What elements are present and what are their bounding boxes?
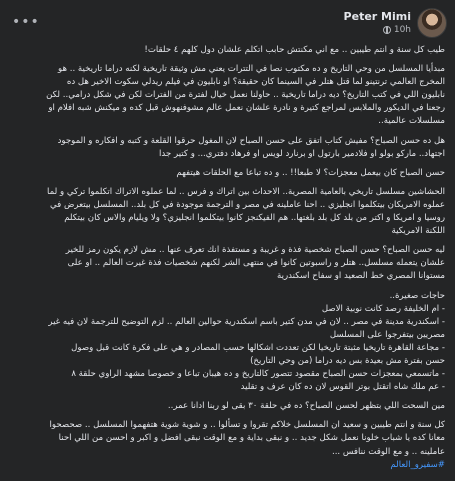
post-line: مصريين بيتفرجوا على المسلسل xyxy=(329,329,445,340)
post-line: المخرج العالمي ترنتينو لما قتل هتلر في السينما كان حقيقة؟ او نابليون في فيلم ريدلي سكوت الاخير هل ده xyxy=(66,77,445,88)
post-paragraph xyxy=(9,186,445,238)
hashtag-link[interactable]: #سفيرو_العالم xyxy=(390,459,445,470)
post-line: عملوه الامريكان بيتكلموا انجليزي .. احنا عاملينه في مصر و الترجمة موجودة في كل بلد.. المسلسل بيتعرض في xyxy=(49,199,445,210)
post-line: نابليون اللي في كتب التاريخ؟ ديه دراما تاريخية .. حاولنا نعمل خيال لفترة من الفترات لكن في شكل درامي.. لكن xyxy=(46,90,445,101)
post-line: كل سنة و انتم طيبين و سعيد ان المسلسل خلاكم تقروا و تسألوا .. و شوية شوية هتفهموا المسلسل .. صحصحوا xyxy=(49,420,445,431)
post-paragraph xyxy=(9,290,445,395)
post-line: علشان يتعمله مسلسل.. هتلر و راسبوتين كانوا في منتهى الشر لكنهم شخصيات فذة غيرت العالم .. او على xyxy=(67,258,445,269)
post-line: عاملينه .. و مع الوقت ننافس ... xyxy=(331,446,445,457)
avatar[interactable] xyxy=(417,8,447,38)
post-line: - عم ملك شاه اتقتل بوتر القوس لان ده كان عرف و تقليد xyxy=(240,382,445,393)
post-line: مين السحت اللي بتظهر لحسن الصباح؟ ده في حلقة ٣٠ بقى لو ربنا ادانا عمر.. xyxy=(167,401,445,412)
post-body xyxy=(9,44,445,472)
post-line: - مجاعة القاهرة تاريخيا مثبتة تاريخيا لكن تعددت اشكالها حسب المصادر و هي على فكرة كانت قبل وصول xyxy=(71,342,445,353)
post-line: - ماتسمعي بمعجزات حسن الصباح مقصود تتصور كالتاريخ و ده هيبان تباعا و خصوصا مشهد الراوي حلقة ٨ xyxy=(71,369,445,380)
post-paragraph xyxy=(9,167,445,180)
post-paragraph xyxy=(9,135,445,161)
post-time[interactable]: 10h xyxy=(393,24,411,35)
post-line: حاجات صغيرة.. xyxy=(389,290,445,301)
author-block xyxy=(344,8,447,38)
post-line: مستوانا المصري خط الصعيد او سفاح اسكندرية xyxy=(276,271,445,282)
post-line: حسن الصباح كان بيعمل معجزات؟ لا طبعا!! .. و ده تباعا مع الحلقات هيتفهم xyxy=(176,167,445,178)
post-line: حسن بفترة مش بعيدة بس ديه دراما (من وحي التاريخ) xyxy=(250,355,445,366)
ellipsis-icon[interactable]: ••• xyxy=(12,14,40,30)
post-line: - ام الخليفة رصد كانت نوبية الاصل xyxy=(321,303,445,314)
post-header xyxy=(0,8,455,40)
post-line: روسيا و امريكا و اكتر من بلد كل بلد بلغتها.. هم الفيكنجز كانوا بيتكلموا انجليزي؟ ولا ويليام والاس كان بيتكلم xyxy=(64,213,445,224)
post-line: اللكنة الامريكية xyxy=(391,226,445,237)
post-line: الحشاشين مسلسل تاريخي بالعامية المصرية.. الاحداث بين اتراك و فرس .. لما عملوه الاتراك اتكلموا تركي و لما xyxy=(47,186,445,197)
author-info xyxy=(344,10,411,37)
post-line: طيب كل سنة و انتم طيبين .. مع اني مكنتش حابب اتكلم علشان دول كلهم ٤ حلقات! xyxy=(144,45,445,55)
post-line: ليه حسن الصباح؟ حسن الصباح شخصية فذة و غريبة و مستفذة انك تعرف عنها .. مش لازم يكون رمز للخير xyxy=(65,245,445,256)
post-paragraph xyxy=(9,244,445,283)
post-paragraph xyxy=(9,44,445,57)
post-line: مبدأيا المسلسل من وحي التاريخ و ده مكتوب نصا في التترات يعني مش وثيقة تاريخية لكنه دراما تاريخية .. هو xyxy=(58,64,445,75)
post-paragraph xyxy=(9,63,445,128)
post-line: مسلسلات عالمية.. xyxy=(378,116,445,127)
post-line: - اسكندرية مدينة في مصر .. لان في مدن كتير باسم اسكندرية حوالين العالم .. لزم التوضيح للترجمة لان فيه غير xyxy=(48,316,445,327)
author-name[interactable]: Peter Mimi xyxy=(343,9,411,23)
post-line: هل ده حسن الصباح؟ مفيش كتاب اتفق على حسن الصباح لان المغول حرقوا القلعة و كتبه و افكاره و الموجود xyxy=(57,135,445,146)
post-paragraph xyxy=(9,400,445,413)
globe-icon xyxy=(383,26,391,34)
post-line: رجعنا في الديكور والملابس لمراجع كتيرة و نادرة علشان نعمل عالم مشوفنهوش قبل كده و ميكنش شبه افلام او xyxy=(48,103,445,114)
post-paragraph xyxy=(9,419,445,458)
post-line: اجتهاد.. ماركو بولو او فلادمير بارتول او برنارد لويس او فرهاد دفتري... و كتير جدا xyxy=(159,148,445,159)
post-meta xyxy=(344,24,411,37)
post-line: معانا كده يا شباب خلونا نعمل شكل جديد .. و نبقى بداية و مع الوقت نبقى افضل و اكبر و احسن من اللي احنا xyxy=(58,433,445,444)
